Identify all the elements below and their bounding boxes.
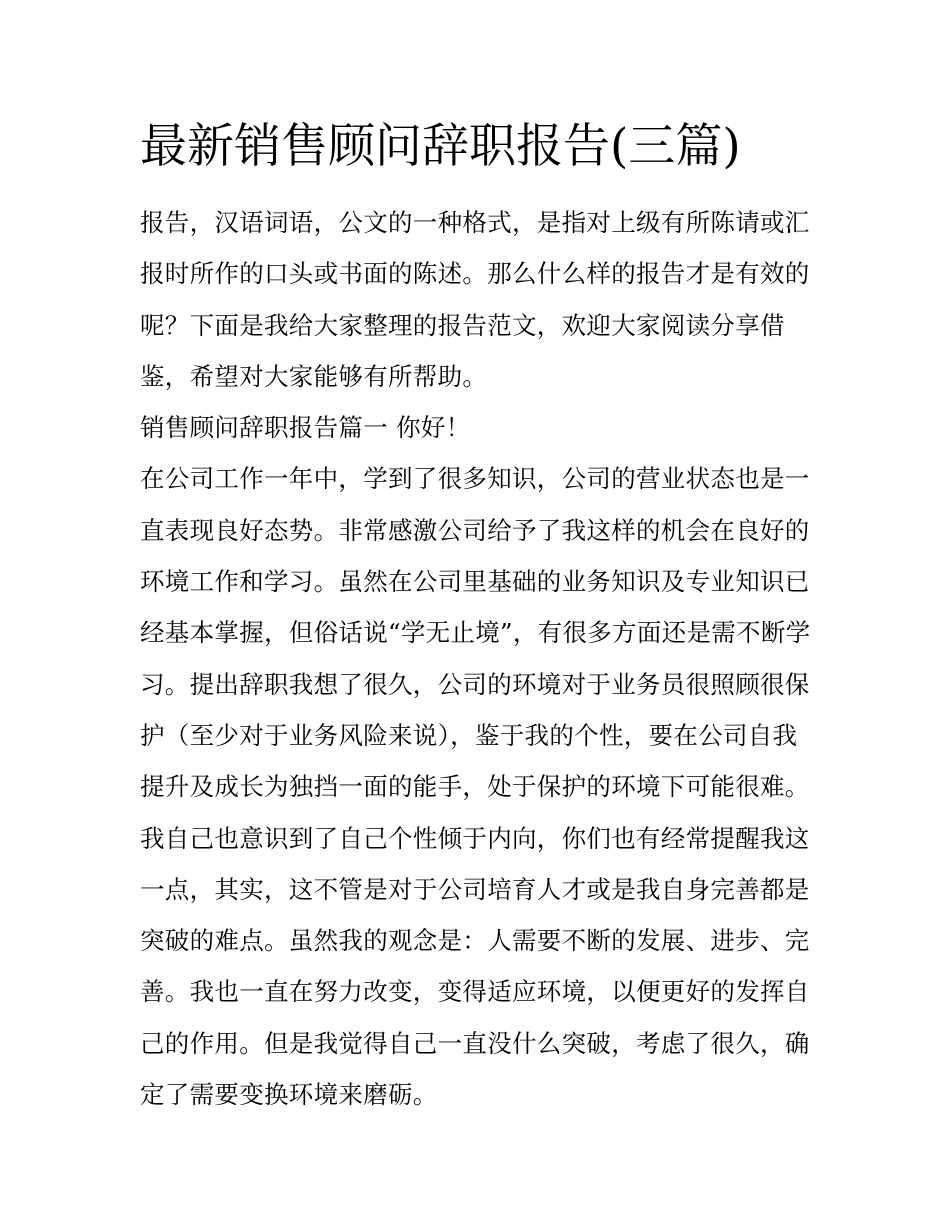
section-heading-line: 销售顾问辞职报告篇一 你好！ xyxy=(140,413,471,443)
body-line: 直表现良好态势。非常感激公司给予了我这样的机会在良好的 xyxy=(140,515,810,545)
body-line: 习。提出辞职我想了很久，公司的环境对于业务员很照顾很保 xyxy=(140,669,810,699)
body-line: 鉴，希望对大家能够有所帮助。 xyxy=(140,361,488,391)
body-line: 经基本掌握，但俗话说“学无止境”，有很多方面还是需不断学 xyxy=(140,618,811,648)
body-line: 环境工作和学习。虽然在公司里基础的业务知识及专业知识已 xyxy=(140,567,810,597)
document-body xyxy=(140,197,820,1120)
body-line: 呢？下面是我给大家整理的报告范文，欢迎大家阅读分享借 xyxy=(140,310,785,340)
body-line: 报告，汉语词语，公文的一种格式，是指对上级有所陈请或汇 xyxy=(140,208,810,237)
body-line: 一点，其实，这不管是对于公司培育人才或是我自身完善都是 xyxy=(140,874,810,904)
body-line: 善。我也一直在努力改变，变得适应环境，以便更好的发挥自 xyxy=(140,977,810,1007)
body-line: 突破的难点。虽然我的观念是：人需要不断的发展、进步、完 xyxy=(140,926,810,956)
body-line: 定了需要变换环境来磨砺。 xyxy=(140,1080,438,1110)
body-line: 护（至少对于业务风险来说），鉴于我的个性，要在公司自我 xyxy=(140,720,798,750)
body-line: 提升及成长为独挡一面的能手，处于保护的环境下可能很难。 xyxy=(140,772,810,802)
document-title: 最新销售顾问辞职报告(三篇) xyxy=(140,119,741,174)
body-line: 我自己也意识到了自己个性倾于内向，你们也有经常提醒我这 xyxy=(140,823,810,853)
body-line: 在公司工作一年中，学到了很多知识，公司的营业状态也是一 xyxy=(140,464,810,494)
body-line: 报时所作的口头或书面的陈述。那么什么样的报告才是有效的 xyxy=(140,259,810,289)
body-line: 己的作用。但是我觉得自己一直没什么突破，考虑了很久，确 xyxy=(140,1028,810,1058)
